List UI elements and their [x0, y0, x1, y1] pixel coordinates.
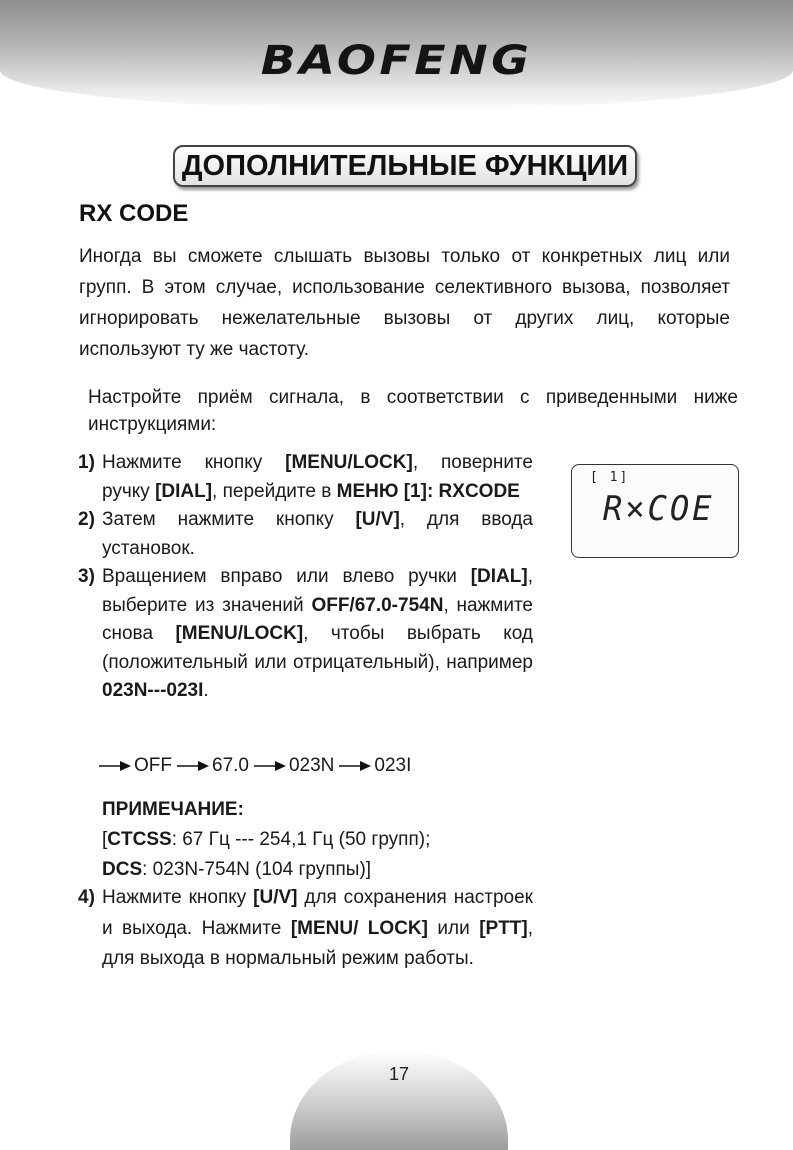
step-4: [78, 883, 533, 975]
note-block: [102, 795, 542, 885]
steps-list-continued: [78, 883, 533, 975]
step-key: [U/V]: [355, 509, 400, 530]
step-key: [DIAL]: [155, 480, 213, 502]
page-title: ДОПОЛНИТЕЛЬНЫЕ ФУНКЦИИ: [173, 145, 637, 187]
lcd-text: R×COE: [602, 489, 715, 529]
sequence-item: [98, 755, 172, 777]
sequence-value: 023I: [374, 755, 412, 776]
step-number: 2): [78, 509, 95, 530]
instruction-paragraph: Настройте приём сигнала, в соответствии с приведенными ниже инструкциями:: [88, 387, 738, 435]
step-key: [PTT]: [479, 917, 528, 939]
sequence-value: 023N: [288, 755, 335, 776]
step-text: .: [203, 680, 209, 701]
step-text: , чтобы выбрать код (положительный или отрицательный), например: [102, 623, 533, 673]
note-text: : 67 Гц --- 254,1 Гц (50 групп);: [171, 829, 431, 850]
step-key: [DIAL]: [470, 566, 528, 587]
note-ctcss: [102, 825, 542, 855]
step-key: [MENU/LOCK]: [285, 452, 413, 473]
sequence-value: OFF: [134, 755, 172, 776]
step-key: [U/V]: [253, 887, 298, 908]
arrow-right-icon: [176, 760, 210, 772]
step-key: OFF/67.0-754N: [311, 594, 444, 616]
step-text: Нажмите кнопку: [102, 452, 286, 473]
value-sequence: [98, 753, 411, 779]
arrow-right-icon: [253, 760, 287, 772]
section-title: RX CODE: [79, 200, 189, 227]
note-label: CTCSS: [107, 829, 172, 850]
note-dcs: [102, 855, 542, 885]
step-key: [MENU/LOCK]: [175, 623, 304, 644]
step-key: 023N---023I: [102, 680, 204, 701]
note-text: : 023N-754N (104 группы)]: [142, 859, 372, 880]
step-3: [78, 563, 533, 706]
step-number: 1): [78, 452, 95, 473]
step-key: МЕНЮ [1]: RXCODE: [336, 480, 520, 502]
step-number: 3): [78, 566, 95, 587]
step-text: Нажмите кнопку: [102, 887, 254, 908]
arrow-right-icon: [338, 760, 372, 772]
note-bracket: [: [102, 829, 108, 850]
sequence-item: [338, 755, 411, 777]
step-text: для сохранения настроек и выхода. Нажмите: [102, 887, 533, 939]
step-1: [78, 449, 533, 506]
step-text: , для выхода в нормальный режим работы.: [102, 917, 534, 969]
step-number: 4): [78, 887, 95, 908]
lcd-channel: [ 1]: [590, 470, 630, 485]
arrow-right-icon: [98, 760, 132, 772]
step-text: , поверните ручку: [102, 452, 533, 502]
step-text: Затем нажмите кнопку: [102, 509, 356, 530]
step-text: , перейдите в: [212, 480, 337, 502]
step-text: , нажмите снова: [102, 594, 533, 644]
step-2: [78, 506, 533, 563]
page-number: 17: [388, 1064, 410, 1084]
note-title: ПРИМЕЧАНИЕ:: [102, 799, 244, 820]
step-key: [MENU/ LOCK]: [290, 917, 428, 939]
step-text: , для ввода установок.: [102, 509, 533, 559]
step-text: или: [427, 917, 480, 939]
lcd-display: [571, 464, 739, 558]
note-label: DCS: [102, 859, 143, 880]
brand-logo: BAOFENG: [260, 38, 533, 84]
step-text: , выберите из значений: [102, 566, 533, 616]
steps-list: [78, 449, 533, 706]
step-text: Вращением вправо или влево ручки: [102, 566, 471, 587]
sequence-value: 67.0: [212, 755, 249, 776]
sequence-item: [176, 755, 249, 777]
sequence-item: [253, 755, 334, 777]
intro-paragraph: Иногда вы сможете слышать вызовы только от конкретных лиц или групп. В этом случае, использование селективного вызова, позволяет игнорировать нежелательные вызовы от других лиц, которые используют ту же частоту.: [79, 246, 730, 360]
